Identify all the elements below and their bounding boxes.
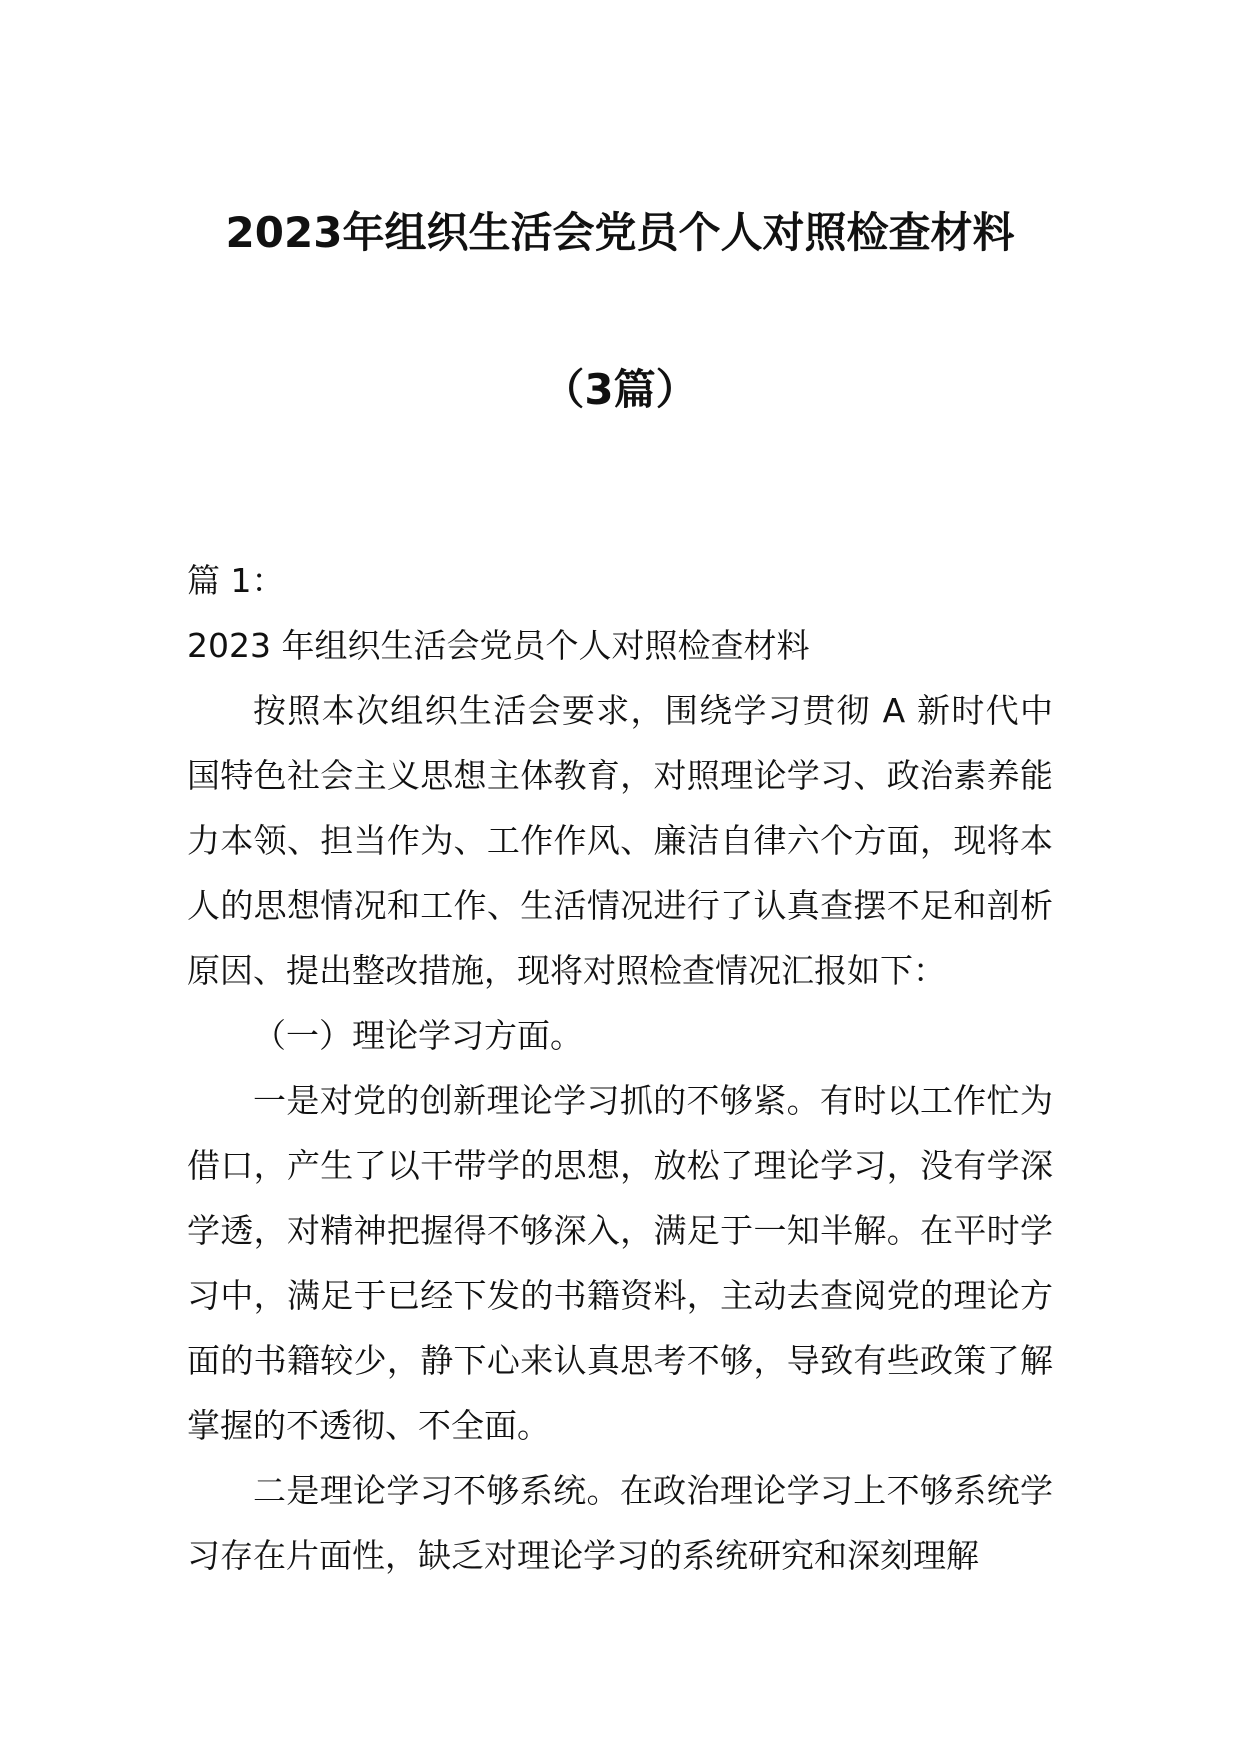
section-title: 2023 年组织生活会党员个人对照检查材料: [187, 626, 810, 665]
section-label: 篇 1：: [187, 561, 285, 600]
paragraph-heading-theory: （一）理论学习方面。: [253, 1016, 583, 1055]
document-body: [187, 548, 1053, 1588]
document-subtitle: （3篇）: [542, 365, 698, 414]
paragraph-intro: 按照本次组织生活会要求，围绕学习贯彻 A 新时代中国特色社会主义思想主体教育，对照理论学习、政治素养能力本领、担当作为、工作作风、廉洁自律六个方面，现将本人的思想情况和工作、生活情况进行了认真查摆不足和剖析原因、提出整改措施，现将对照检查情况汇报如下：: [187, 691, 1053, 990]
document-title: 2023年组织生活会党员个人对照检查材料: [225, 208, 1015, 257]
paragraph-point-one: 一是对党的创新理论学习抓的不够紧。有时以工作忙为借口，产生了以干带学的思想，放松了理论学习，没有学深学透，对精神把握得不够深入，满足于一知半解。在平时学习中，满足于已经下发的书籍资料，主动去查阅党的理论方面的书籍较少，静下心来认真思考不够，导致有些政策了解掌握的不透彻、不全面。: [187, 1081, 1053, 1445]
paragraph-point-two: 二是理论学习不够系统。在政治理论学习上不够系统学习存在片面性，缺乏对理论学习的系统研究和深刻理解: [187, 1471, 1053, 1575]
